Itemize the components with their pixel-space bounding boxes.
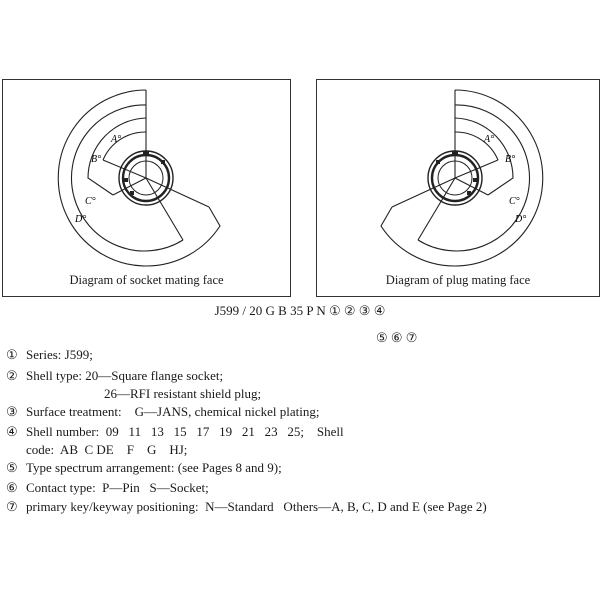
arc-d bbox=[58, 90, 220, 266]
part-code-sub: ⑤ ⑥ ⑦ bbox=[376, 330, 418, 345]
definition-text: Type spectrum arrangement: (see Pages 8 and 9); bbox=[26, 460, 282, 475]
definition-text: Surface treatment: G—JANS, chemical nickel plating; bbox=[26, 404, 320, 419]
definition-item bbox=[6, 499, 487, 515]
label-b: B° bbox=[91, 154, 102, 165]
label-c: C° bbox=[509, 196, 520, 207]
part-code-main: J599 / 20 G B 35 P N ① ② ③ ④ bbox=[214, 303, 386, 318]
definition-number: ② bbox=[6, 368, 18, 383]
definition-text: Shell type: 20—Square flange socket; bbox=[26, 368, 224, 383]
plug-mating-face-diagram bbox=[317, 80, 599, 296]
key-c bbox=[467, 191, 471, 195]
definition-number: ⑥ bbox=[6, 480, 18, 495]
definition-text: Shell number: 09 11 13 15 17 19 21 23 25; Shell bbox=[26, 424, 344, 439]
definition-item bbox=[104, 386, 261, 402]
definition-text: primary key/keyway positioning: N—Standard Others—A, B, C, D and E (see Page 2) bbox=[26, 499, 487, 514]
label-c: C° bbox=[85, 196, 96, 207]
definition-number: ⑦ bbox=[6, 499, 18, 514]
definition-text: 26—RFI resistant shield plug; bbox=[104, 386, 262, 401]
socket-mating-face-diagram bbox=[3, 80, 290, 296]
definition-item bbox=[26, 442, 187, 458]
definition-number: ① bbox=[6, 347, 18, 362]
socket-caption: Diagram of socket mating face bbox=[69, 273, 224, 287]
definition-item bbox=[6, 404, 320, 420]
definition-text: Contact type: P—Pin S—Socket; bbox=[26, 480, 209, 495]
label-b: B° bbox=[505, 154, 516, 165]
key-b bbox=[124, 178, 128, 182]
definition-item bbox=[6, 424, 344, 440]
key-b bbox=[473, 178, 477, 182]
plug-diagram-panel bbox=[316, 79, 600, 297]
definition-number: ⑤ bbox=[6, 460, 18, 475]
label-d: D° bbox=[75, 214, 87, 225]
main-key bbox=[452, 151, 458, 156]
definition-item bbox=[6, 347, 93, 363]
definition-text: code: AB C DE F G HJ; bbox=[26, 442, 188, 457]
socket-diagram-panel bbox=[2, 79, 291, 297]
label-a: A° bbox=[111, 134, 122, 145]
label-a: A° bbox=[484, 134, 495, 145]
key-a bbox=[161, 160, 165, 164]
definition-number: ③ bbox=[6, 404, 18, 419]
plug-caption: Diagram of plug mating face bbox=[385, 273, 531, 287]
definition-item bbox=[6, 460, 282, 476]
key-c bbox=[130, 191, 134, 195]
definition-item bbox=[6, 368, 223, 384]
definition-item bbox=[6, 480, 209, 496]
definition-number: ④ bbox=[6, 424, 18, 439]
definition-text: Series: J599; bbox=[26, 347, 93, 362]
key-a bbox=[436, 160, 440, 164]
label-d: D° bbox=[515, 214, 527, 225]
main-key bbox=[143, 151, 149, 156]
arc-d bbox=[381, 90, 543, 266]
